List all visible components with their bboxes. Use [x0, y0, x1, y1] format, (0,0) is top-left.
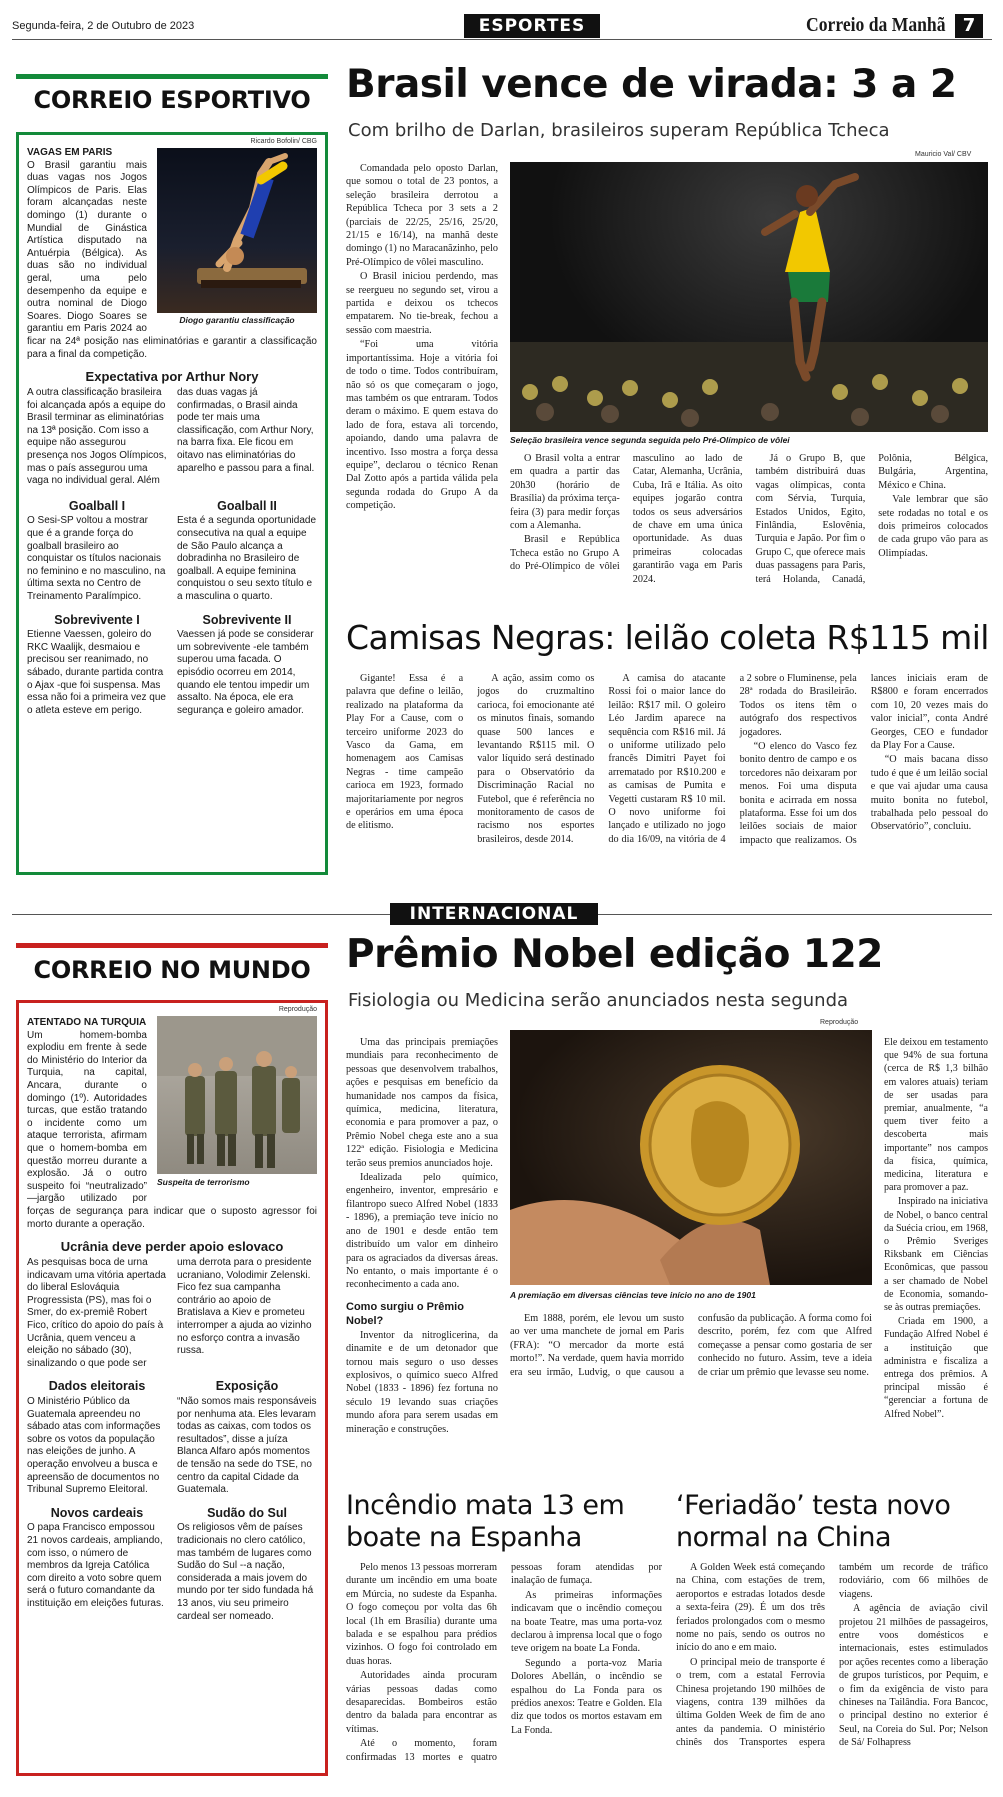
sudao-text: Os religiosos vêm de países tradicionais no clero católico, mas também de lugares como Sudão do Sul --a nação, considerada a mais jovem do mundo por ter sido fundada há 13 anos, viu seu primeiro cardeal ser nomeado.	[177, 1522, 314, 1622]
esportivo-photo-credit: Ricardo Bofolin/ CBG	[250, 138, 317, 145]
nobel-body-lower	[510, 1312, 872, 1482]
atentado-title: ATENTADO NA TURQUIA	[27, 1017, 147, 1028]
brasil-col-1	[346, 162, 498, 602]
sobrevivente1-title: Sobrevivente I	[54, 612, 140, 627]
camisas-body	[346, 672, 988, 882]
china-p1: A Golden Week está começando na China, com estações de trem, aeroportos e estradas lotados desde a sexta-feira (29). É um dos três feriados prolongados com o mesmo nome no país, sendo os outros no início do ano e em maio.	[676, 1562, 825, 1654]
nory-text: A outra classificação brasileira foi alcançada após a equipe do Brasil terminar as eliminatórias na 13ª posição. Com isso a equipe não assegurou presença nos Jogos Olímpicos, mas o país assegurou uma vaga no individual geral. Além das duas vagas já confirmadas, o Brasil ainda pode ter mais uma classificação, com Arthur Nory, na barra fixa. Ele ficou em oitavo nas eliminatórias do aparelho e passou para a final.	[27, 387, 315, 487]
brand-name: Correio da Manhã	[806, 14, 946, 36]
goalball1-text: O Sesi-SP voltou a mostrar que é a grande força do goalball brasileiro ao conquistar os títulos nacionais no feminino e no masculino, na última sexta no Centro de Treinamento Paralímpico.	[27, 515, 166, 602]
cardeais-text: O papa Francisco empossou 21 novos cardeais, ampliando, com isso, o número de membros da Igreja Católica com direito a voto sobre quem será o futuro comandante da instituição em eleições futuras.	[27, 1522, 164, 1609]
nobel-subhead: Como surgiu o Prêmio Nobel?	[346, 1300, 464, 1327]
camisas-p1: Gigante! Essa é a palavra que define o leilão, realizado na plataforma da Play For a Cause, com o terceiro uniforme 2023 do Vasco da Gama, em homenagem aos Camisas Negras - time campeão carioca em 1923, formado majoritariamente por negros e operários em uma época de elitismo.	[346, 673, 464, 832]
nobel-p7: Criada em 1900, a Fundação Alfred Nobel é a instituição que administra e fiscaliza a entrega dos prêmios. A principal missão é “gerenciar a fortuna de Alfred Nobel”.	[884, 1316, 988, 1420]
section-tag-internacional: INTERNACIONAL	[390, 903, 598, 925]
expo-text: “Não somos mais responsáveis por nenhuma ata. Eles levaram todas as caixas, com todos os resultados”, disse a juíza Blanca Alfaro após momentos de tensão na sede do TSE, no centro da capital Cidade da Guatemala.	[177, 1396, 317, 1496]
esportivo-photo-caption: Diogo garantiu classificação	[179, 315, 295, 325]
brasil-p1: Comandada pelo oposto Darlan, que somou o total de 23 pontos, a seleção brasileira derrotou a República Tcheca por 3 sets a 2 (parciais de 22/25, 25/16, 25/20, 21/15 e 16/14), na manhã deste domingo (1) no Maracanãzinho, pelo Pré-Olímpico de vôlei masculino.	[346, 163, 498, 268]
brasil-p4: O Brasil volta a entrar em quadra a partir das 20h30 (horário de Brasília) da próxima terça-feira (3) para medir forças com a Alemanha.	[510, 453, 620, 532]
nobel-p3a: Inventor da nitroglicerina, da dinamite e de um detonador que tornou mais seguro o uso desses explosivos, o químico sueco Alfred Nobel (1833 - 1896) fez fortuna no século 19 levando suas criações mundo afora para serem usadas em mineração e construções.	[346, 1329, 498, 1435]
brasil-p2: O Brasil iniciou perdendo, mas se reergueu no segundo set, virou a partida e deixou os tchecos empatarem. No tie-break, fechou a sessão com maestria.	[346, 271, 498, 336]
incendio-body	[346, 1561, 662, 1781]
dados-title: Dados eleitorais	[48, 1379, 146, 1394]
goalball2-text: Esta é a segunda oportunidade consecutiva na qual a equipe de São Paulo alcança a dobradinha no Brasileiro de goalball. A equipe feminina conquistou o seu sexto título e a masculina o quarto.	[177, 515, 316, 602]
camisas-headline: Camisas Negras: leilão coleta R$115 mil	[346, 618, 989, 657]
brasil-p6: Já o Grupo B, que também distribuirá duas vagas olímpicas, conta com Sérvia, Turquia, Estados Unidos, Egito, Finlândia, Eslovênia, Turquia e Japão. Por fim o Grupo C, que oferece mais duas passagens para Paris, terá Holanda, Canadá, Polônia, Bélgica, Bulgária, Argentina, México e China.	[755, 453, 988, 585]
cardeais-row	[27, 1501, 317, 1623]
vagas-title: VAGAS EM PARIS	[27, 147, 113, 158]
china-body	[676, 1561, 988, 1781]
vagas-block	[27, 147, 317, 361]
volleyball-photo	[510, 162, 988, 432]
page-date: Segunda-feira, 2 de Outubro de 2023	[12, 20, 195, 32]
nobel-p4: Em 1888, porém, ele levou um susto ao ver uma manchete de jornal em Paris (FRA): “O mercador da morte está morto!”. Na verdade, quem havia morrido era seu irmão, Ludvig, o que causou a confusão da publicação. A forma como foi descrito, porém, fez com que Alfred começasse a pensar como gostaria de ser conhecido no futuro. Assim, teve a ideia de criar um prêmio que levasse seu nome.	[510, 1313, 872, 1378]
nobel-p5: Ele deixou em testamento que 94% de sua fortuna (cerca de R$ 1,3 bilhão em valores atuais) teriam de ser usadas para premiar, anualmente, “a quem tiver feito a descoberta mais importante” nos campos da física, química, medicina, literatura e para promover a paz.	[884, 1037, 988, 1194]
brasil-photo-credit: Mauricio Val/ CBV	[915, 151, 972, 158]
mundo-photo-caption: Suspeita de terrorismo	[157, 1177, 250, 1187]
page-number: 7	[955, 14, 983, 38]
camisas-p5: “O mais bacana disso tudo é que é um leilão social e que vai ajudar uma causa muito bonita no futebol, trabalhada pelo pessoal do Observatório”, concluiu.	[870, 754, 988, 833]
soldiers-photo	[157, 1016, 317, 1174]
sudao-title: Sudão do Sul	[207, 1505, 287, 1520]
mundo-accent-bar	[16, 943, 328, 948]
ucrania-text: As pesquisas boca de urna indicavam uma vitória apertada do liberal Eslováquia Progressista (PS), mas foi o Smer, do ex-premiê Robert Fico, crítico do apoio do país à Ucrânia, quem venceu a eleição no sábado (30), sinalizando o que pode ser uma derrota para o presidente ucraniano, Volodimir Zelenski. Fico fez sua campanha contrário ao apoio de Bratislava a Kiev e prometeu interromper a ajuda ao vizinho no esforço contra a invasão russa.	[27, 1257, 312, 1369]
expo-title: Exposição	[215, 1379, 279, 1394]
nobel-p6: Inspirado na iniciativa de Nobel, o banco central da Suécia criou, em 1968, o Prêmio Sveriges Riksbank em Ciências Econômicas, que passou a ser chamado de Nobel de Economia, somando-se às outras premiações.	[884, 1196, 988, 1314]
brasil-p3: “Foi uma vitória importantíssima. Hoje a vitória foi de todo o time. Todos contribuíram, não só os que começaram o jogo, mas também os que entraram. Todos deram o máximo. E quem estava do lado de fora, estava ali torcendo, apoiando, dando uma palavra de incentivo. Isso mostra a força dessa equipe”, declarou o técnico Renan Dal Zotto após a partida válida pela segunda rodada do Grupo A da competição.	[346, 339, 498, 512]
sobrevivente2-title: Sobrevivente II	[202, 612, 292, 627]
china-p3: A agência de aviação civil projetou 21 milhões de passageiros, entre voos domésticos e internacionais, estes estimulados por ações recentes como a liberação de grupos turísticos, por Pequim, e o fim da exigência de visto para chineses na Tailândia. Fora Bancoc, o principal destino no exterior é Seul, na Coreia do Sul. Por; Nelson de Sá/ Folhapress	[839, 1603, 988, 1749]
goalball1-title: Goalball I	[68, 498, 126, 513]
incendio-p2: Autoridades ainda procuram várias pessoas dadas como desaparecidas. Bombeiros estão dentro da balada para encontrar as vítimas.	[346, 1670, 497, 1735]
atentado-text: Um homem-bomba explodiu em frente à sede do Ministério do Interior da Turquia, na capital, Ancara, durante o domingo (1º). Autoridades turcas, que estão tratando o incidente como um ataque terrorista, afirmam que o homem-bomba em questão morreu durante a explosão. Já o outro suspeito foi “neutralizado” —jargão utilizado por forças de segurança para indicar que o suposto agressor foi morto durante a operação.	[27, 1029, 317, 1230]
brasil-headline: Brasil vence de virada: 3 a 2	[346, 62, 957, 107]
china-p2: O principal meio de transporte é o trem, com a estatal Ferrovia Chinesa projetando 190 milhões de viagens, contra 139 milhões da última Golden Week de fim de ano antes da pandemia. O ministério chinês dos Transportes espera também um recorde de tráfico rodoviário, com 66 milhões de viagens.	[676, 1562, 988, 1749]
sobrevivente2-text: Vaessen já pode se considerar um sobrevivente -ele também superou uma facada. O episódio ocorreu em 2014, quando ele tentou impedir um assalto. Na época, ele era segurança e goleiro amador.	[177, 629, 314, 716]
esportivo-title: CORREIO ESPORTIVO	[33, 86, 311, 114]
sobrevivente-row	[27, 608, 317, 718]
nobel-p1: Uma das principais premiações mundiais para reconhecimento de pessoas que desenvolvem trabalhos, ações e pesquisas em benefício da humanidade nos campos da física, química, medicina, literatura, economia e para promover a paz, o Prêmio Nobel chega este ano a sua 122ª edição. Fisiologia e Medicina terão seus premios anunciados hoje.	[346, 1037, 498, 1169]
mundo-photo-credit: Reprodução	[278, 1006, 317, 1013]
mundo-box	[16, 1000, 328, 1776]
cardeais-title: Novos cardeais	[50, 1505, 144, 1520]
incendio-p5: Segundo a porta-voz Maria Dolores Abellán, o incêndio se espalhou do La Fonda para os prédios anexos: Teatre e Golden. Ela diz que todos os mortos estavam em La Fonda.	[511, 1657, 662, 1736]
nory-title: Expectativa por Arthur Nory	[85, 369, 259, 385]
nobel-medal-photo	[510, 1030, 872, 1285]
nobel-headline: Prêmio Nobel edição 122	[346, 932, 883, 977]
camisas-p2: A ação, assim como os jogos do cruzmaltino carioca, foi emocionante até os minutos finais, somando quase 500 lances e levantando R$115 mil. O valor líquido será destinado para o Observatório da Discriminação Racial no Futebol, que é referência no monitoramento de casos de racismo nos esportes brasileiros, desde 2014.	[477, 673, 595, 845]
brasil-subheadline: Com brilho de Darlan, brasileiros superam República Tcheca	[348, 120, 890, 141]
brasil-p5: Brasil e República Tcheca estão no Grupo A do Pré-Olímpico de vôlei masculino ao lado de Catar, Alemanha, Ucrânia, Cuba, Irã e Itália. As oito equipes jogarão contra todos os seus adversários de chave em uma única oportunidade. As duas primeiras colocadas garantirão vaga em Paris 2024.	[510, 453, 743, 585]
ucrania-title: Ucrânia deve perder apoio eslovaco	[60, 1239, 284, 1255]
sobrevivente1-text: Etienne Vaessen, goleiro do RKC Waalijk, desmaiou e precisou ser reanimado, no sábado, durante partida contra o Ajax -que foi suspensa. Mas essa não foi a primeira vez que o atleta esteve em perigo.	[27, 629, 166, 716]
goalball2-title: Goalball II	[217, 498, 277, 513]
nobel-col-right	[884, 1036, 988, 1486]
vagas-text: O Brasil garantiu mais duas vagas nos Jogos Olímpicos de Paris. Elas foram alcançadas neste domingo (1) durante o Mundial de Ginástica Artística disputado na Antuérpia (Bélgica). As duas são no individual geral, uma pelo desempenho da equipe e outra nominal de Diogo Soares. Diogo Soares se garantiu em Paris 2024 ao ficar na 24ª posição nas eliminatórias e garantir a classificação para a final da competição.	[27, 159, 317, 360]
brasil-p7: Vale lembrar que são sete rodadas no total e os dois primeiros colocados de cada grupo vão para as Olimpíadas.	[878, 494, 988, 559]
dados-text: O Ministério Público da Guatemala apreendeu no sábado atas com informações sobre os votos da população nas eleições de junho. A operação envolveu a busca e apreensão de documentos no Tribunal Supremo Eleitoral.	[27, 1396, 161, 1496]
nobel-p2: Idealizada pelo químico, engenheiro, inventor, empresário e filantropo sueco Alfred Nobel (1833 - 1896), a premiação teve início no ano de 1901 e desde então tem distribuído um valor em dinheiro para os agraciados da diversas áreas. No entanto, o mais importante é o reconhecimento a cada ano.	[346, 1172, 498, 1291]
section-tag-esportes: ESPORTES	[464, 14, 600, 38]
esportivo-accent-bar	[16, 74, 328, 79]
incendio-p4: As primeiras informações indicavam que o incêndio começou na boate Teatre, mas uma porta-voz declarou à imprensa local que o fogo teve origem na boate La Fonda.	[511, 1589, 662, 1655]
camisas-p3: A camisa do atacante Rossi foi o maior lance do leilão: R$17 mil. O goleiro Léo Jardim aparece na sequência com R$16 mil. Já o uniforme utilizado pelo francês Dimitri Payet foi arrematado por R$10.200 e as camisas de Pumita e Vegetti custaram R$ 10 mil. O novo uniforme foi lançado e utilizado no jogo do dia 16/09, na vitória de 4 a 2 sobre o Fluminense, pela 28ª rodada do Brasileirão. Todos os itens têm o autógrafo dos respectivos jogadores.	[608, 673, 857, 845]
nobel-photo-credit: Reprodução	[820, 1019, 859, 1026]
incendio-p3: Até o momento, foram confirmadas 13 mortes e quatro pessoas foram atendidas por inalação de fumaça.	[346, 1562, 662, 1763]
incendio-headline: Incêndio mata 13 em boate na Espanha	[346, 1490, 625, 1553]
mundo-title: CORREIO NO MUNDO	[33, 956, 311, 984]
camisas-p4: “O elenco do Vasco fez bonito dentro de campo e os torcedores não deixaram por menos. Foi uma disputa bonita e acirrada em nossa plataforma. Esse foi um dos leilões sociais de maior impacto que realizamos. Os lances iniciais eram de R$800 e foram encerrados com 10, 20 vezes mais do valor inicial”, conta André Georges, CEO e fundador da Play For a Cause.	[739, 673, 988, 846]
goalball-row	[27, 494, 317, 604]
incendio-p1: Pelo menos 13 pessoas morreram durante um incêndio em uma boate em Múrcia, no sudeste da Espanha. O fogo começou por volta das 6h local (1h em Brasília) durante uma balada e se espalhou para prédios vizinhos. O fogo foi controlado em duas horas.	[346, 1562, 497, 1667]
brasil-body-lower	[510, 452, 988, 602]
dados-row	[27, 1374, 317, 1496]
nobel-photo-caption: A premiação em diversas ciências teve início no ano de 1901	[510, 1290, 756, 1300]
brasil-photo-caption: Seleção brasileira vence segunda seguida pelo Pré-Olímpico de vôlei	[510, 435, 790, 445]
nobel-subheadline: Fisiologia ou Medicina serão anunciados nesta segunda	[348, 990, 849, 1011]
header-rule	[12, 39, 992, 40]
china-headline: ‘Feriadão’ testa novo normal na China	[676, 1490, 951, 1553]
nobel-col-1	[346, 1036, 498, 1486]
esportivo-box	[16, 132, 328, 875]
